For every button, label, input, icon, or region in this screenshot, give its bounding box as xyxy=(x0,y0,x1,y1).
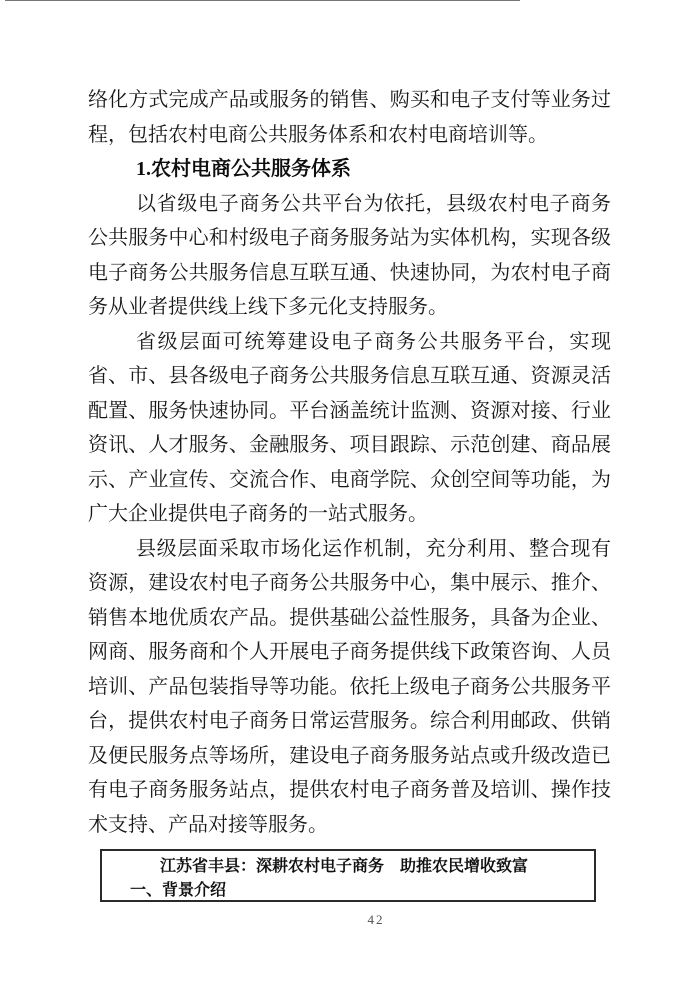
body-text-block xyxy=(88,83,611,842)
section-heading-rural-ecommerce-public-service: 1.农村电商公共服务体系 xyxy=(136,158,351,180)
body-paragraph-continuation: 络化方式完成产品或服务的销售、购买和电子支付等业务过程，包括农村电商公共服务体系和农村电商培训等。 xyxy=(88,89,611,146)
case-study-callout-box xyxy=(100,849,596,902)
callout-section-heading: 一、背景介绍 xyxy=(130,882,227,899)
body-paragraph: 县级层面采取市场化运作机制，充分利用、整合现有资源，建设农村电子商务公共服务中心，集中展示、推介、销售本地优质农产品。提供基础公益性服务，具备为企业、网商、服务商和个人开展电子商务提供线下政策咨询、人员培训、产品包装指导等功能。依托上级电子商务公共服务平台，提供农村电子商务日常运营服务。综合利用邮政、供销及便民服务点等场所，建设电子商务服务站点或升级改造已有电子商务服务站点，提供农村电子商务普及培训、操作技术支持、产品对接等服务。 xyxy=(88,537,611,836)
page-top-edge-line xyxy=(5,0,520,1)
body-paragraph: 省级层面可统筹建设电子商务公共服务平台，实现省、市、县各级电子商务公共服务信息互联互通、资源灵活配置、服务快速协同。平台涵盖统计监测、资源对接、行业资讯、人才服务、金融服务、项目跟踪、示范创建、商品展示、产业宣传、交流合作、电商学院、众创空间等功能，为广大企业提供电子商务的一站式服务。 xyxy=(88,330,611,525)
callout-title: 江苏省丰县：深耕农村电子商务 助推农民增收致富 xyxy=(159,858,528,875)
page-number: 42 xyxy=(367,912,385,927)
body-paragraph: 以省级电子商务公共平台为依托，县级农村电子商务公共服务中心和村级电子商务服务站为实体机构，实现各级电子商务公共服务信息互联互通、快速协同，为农村电子商务从业者提供线上线下多元化支持服务。 xyxy=(88,192,611,318)
